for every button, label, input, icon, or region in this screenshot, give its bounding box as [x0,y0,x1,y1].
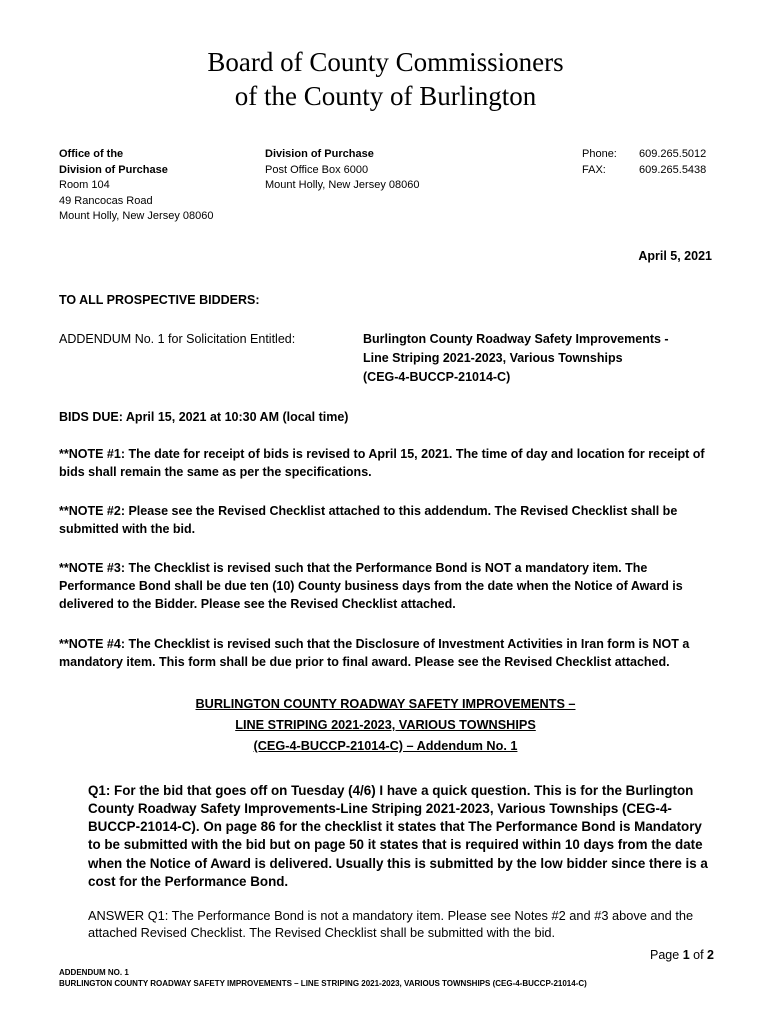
contact-phone-fax [582,147,712,225]
footer-project-line: BURLINGTON COUNTY ROADWAY SAFETY IMPROVEMENTS – LINE STRIPING 2021-2023, VARIOUS TOWNSHIPS (CEG-4-BUCCP-21014-C) [59,979,587,989]
document-title [59,45,712,113]
contact-block [59,147,712,225]
of-label: of [693,948,704,962]
solicitation-title-line2: Line Striping 2021-2023, Various Townships [363,350,623,365]
contact-mailing-address [265,147,582,225]
section-heading-line2: LINE STRIPING 2021-2023, VARIOUS TOWNSHIPS [235,717,536,732]
mailing-division: Division of Purchase [265,148,374,161]
note-1: **NOTE #1: The date for receipt of bids is revised to April 15, 2021. The time of day and location for receipt of bids shall remain the same as per the specifications. [59,446,705,479]
office-street: 49 Rancocas Road [59,194,153,207]
phone-label: Phone: [582,148,617,161]
page-number [650,948,714,962]
document-footer [59,967,714,990]
solicitation-title [363,330,669,388]
section-heading [59,694,712,757]
mailing-po-box: Post Office Box 6000 [265,163,369,176]
section-heading-line3: (CEG-4-BUCCP-21014-C) – Addendum No. 1 [253,738,518,753]
addendum-label: ADDENDUM No. 1 for Solicitation Entitled: [59,331,296,346]
note-3: **NOTE #3: The Checklist is revised such that the Performance Bond is NOT a mandatory item. The Performance Bond shall be due ten (10) County business days from the date when the Notice of Award is delivered to the Bidder. Please see the Revised Checklist attached. [59,561,683,612]
section-heading-line1: BURLINGTON COUNTY ROADWAY SAFETY IMPROVEMENTS – [195,696,576,711]
division-of-purchase: Division of Purchase [59,163,168,176]
document-date: April 5, 2021 [638,248,712,263]
note-4: **NOTE #4: The Checklist is revised such that the Disclosure of Investment Activities in Iran form is NOT a mandatory item. This form shall be due prior to final award. Please see the Revised Checklist attached. [59,636,690,669]
fax-row [582,163,712,179]
fax-label: FAX: [582,163,606,176]
office-room: Room 104 [59,179,110,192]
total-pages: 2 [707,948,714,962]
bids-due-line: BIDS DUE: April 15, 2021 at 10:30 AM (local time) [59,409,349,424]
solicitation-title-line3: (CEG-4-BUCCP-21014-C) [363,370,511,385]
fax-value: 609.265.5438 [639,163,707,176]
solicitation-title-line1: Burlington County Roadway Safety Improvements - [363,331,669,346]
salutation: TO ALL PROSPECTIVE BIDDERS: [59,292,260,307]
office-of-the: Office of the [59,148,124,161]
phone-value: 609.265.5012 [639,148,707,161]
contact-office-address [59,147,265,225]
addendum-header [59,330,712,388]
document-title-line1: Board of County Commissioners [207,47,564,77]
phone-row [582,147,712,163]
mailing-city: Mount Holly, New Jersey 08060 [265,179,420,192]
page-label: Page [650,948,680,962]
office-city: Mount Holly, New Jersey 08060 [59,210,214,223]
note-2: **NOTE #2: Please see the Revised Checklist attached to this addendum. The Revised Checklist shall be submitted with the bid. [59,503,678,537]
answer-1: ANSWER Q1: The Performance Bond is not a mandatory item. Please see Notes #2 and #3 above and the attached Revised Checklist. The Revised Checklist shall be submitted with the bid. [88,907,694,941]
footer-addendum-line: ADDENDUM NO. 1 [59,967,129,977]
document-title-line2: of the County of Burlington [234,81,537,112]
current-page: 1 [682,948,690,962]
question-1: Q1: For the bid that goes off on Tuesday (4/6) I have a quick question. This is for the Burlington County Roadway Safety Improvements-Line Striping 2021-2023, Various Townships (CEG-4-BUCCP-21014-C). On page 86 for the checklist it states that The Performance Bond is Mandatory to be submitted with the bid but on page 50 it states that is required within 10 days from the date when the Notice of Award is delivered. Usually this is submitted by the low bidder since there is a cost for the Performance Bond. [88,782,708,889]
